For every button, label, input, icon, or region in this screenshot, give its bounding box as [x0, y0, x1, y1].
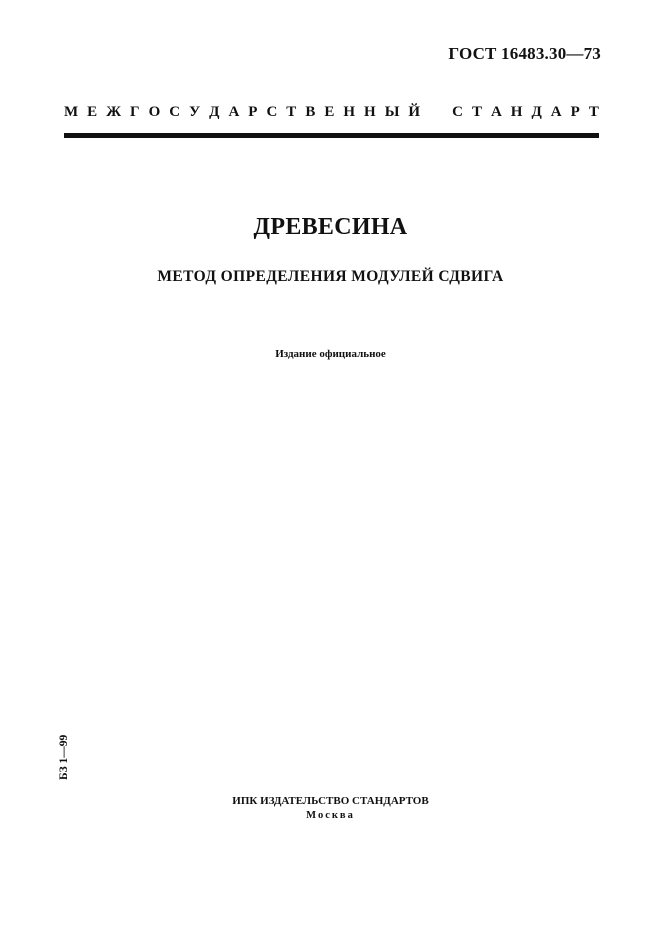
standard-type-heading [64, 104, 599, 121]
standard-type-letter: Д [531, 104, 542, 120]
standard-type-letter: Т [286, 104, 297, 120]
edition-note: Издание официальное [275, 348, 386, 360]
standard-type-letter: Т [471, 104, 482, 120]
standard-type-letter: Г [130, 104, 140, 120]
standard-type-letter: Н [343, 104, 356, 120]
standard-type-letter: Р [248, 104, 258, 120]
side-code: БЗ 1—99 [58, 734, 70, 780]
standard-type-letter: Т [588, 104, 599, 120]
publisher-city: Москва [306, 810, 355, 821]
standard-type-letter: У [189, 104, 201, 120]
standard-type-letter: А [490, 104, 502, 120]
standard-type-letter: Й [408, 104, 421, 120]
standard-type-letter: Е [324, 104, 335, 120]
standard-type-letter: Н [364, 104, 376, 120]
standard-type-letter: Р [570, 104, 580, 120]
standard-type-letter: Н [510, 104, 523, 120]
standard-type-letter: Д [209, 104, 220, 120]
standard-type-letter: М [64, 104, 79, 120]
gost-number: ГОСТ 16483.30—73 [448, 44, 601, 63]
word-gap [429, 104, 443, 121]
standard-type-letter: А [550, 104, 562, 120]
document-title: ДРЕВЕСИНА [253, 214, 408, 240]
document-subtitle: МЕТОД ОПРЕДЕЛЕНИЯ МОДУЛЕЙ СДВИГА [157, 268, 504, 285]
standard-type-letter: С [266, 104, 278, 120]
standard-type-letter: В [305, 104, 316, 120]
standard-type-letter: А [228, 104, 240, 120]
standard-type-letter: Е [87, 104, 98, 120]
standard-type-letter: О [148, 104, 161, 120]
standard-type-letter: Ж [106, 104, 122, 120]
publisher-name: ИПК ИЗДАТЕЛЬСТВО СТАНДАРТОВ [232, 795, 429, 807]
standard-type-letter: Ы [384, 104, 400, 120]
standard-type-letter: С [169, 104, 181, 120]
header-rule [64, 133, 599, 138]
standard-type-letter: С [452, 104, 463, 120]
